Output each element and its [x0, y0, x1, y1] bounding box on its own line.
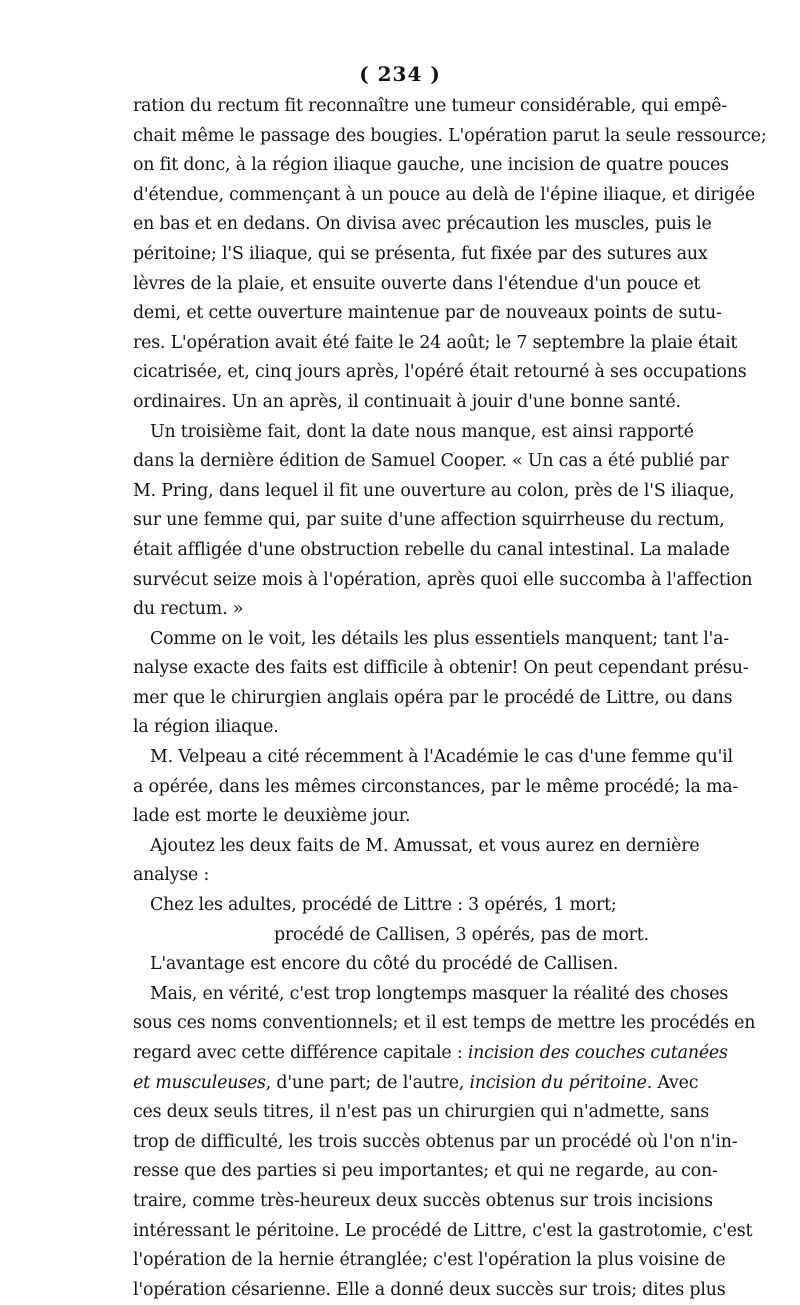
- text-line: resse que des parties si peu importantes; et qui ne regarde, au con-: [133, 1161, 718, 1182]
- text-line: L'avantage est encore du côté du procédé de Callisen.: [150, 954, 619, 975]
- text-line: Un troisième fait, dont la date nous manque, est ainsi rapporté: [150, 421, 694, 442]
- text-line: ration du rectum fit reconnaître une tumeur considérable, qui empê-: [133, 96, 728, 116]
- text-line: on fit donc, à la région iliaque gauche, une incision de quatre pouces: [133, 155, 729, 176]
- page-number: ( 234 ): [359, 62, 441, 86]
- text-line: traire, comme très-heureux deux succès obtenus sur trois incisions: [133, 1190, 713, 1211]
- text-line: était affligée d'une obstruction rebelle du canal intestinal. La malade: [133, 539, 730, 560]
- text-line: procédé de Callisen, 3 opérés, pas de mort.: [274, 924, 649, 945]
- text-line: survécut seize mois à l'opération, après quoi elle succomba à l'affection: [133, 569, 753, 590]
- text-line: sur une femme qui, par suite d'une affection squirrheuse du rectum,: [133, 510, 725, 531]
- text-line: res. L'opération avait été faite le 24 août; le 7 septembre la plaie était: [133, 332, 738, 353]
- text-line: sous ces noms conventionnels; et il est temps de mettre les procédés en: [133, 1013, 756, 1034]
- text-line: regard avec cette différence capitale : incision des couches cutanées: [133, 1043, 728, 1063]
- text-line: la région iliaque.: [133, 717, 279, 738]
- text-line: cicatrisée, et, cinq jours après, l'opéré était retourné à ses occupations: [133, 362, 747, 383]
- text-line: dans la dernière édition de Samuel Cooper. « Un cas a été publié par: [133, 451, 729, 472]
- text-line: M. Velpeau a cité récemment à l'Académie le cas d'une femme qu'il: [150, 747, 733, 768]
- text-line: du rectum. »: [133, 599, 244, 620]
- text-line: mer que le chirurgien anglais opéra par le procédé de Littre, ou dans: [133, 687, 733, 708]
- body-text: [133, 92, 767, 1305]
- text-line: demi, et cette ouverture maintenue par de nouveaux points de sutu-: [133, 303, 722, 324]
- text-line: intéressant le péritoine. Le procédé de Littre, c'est la gastrotomie, c'est: [133, 1220, 753, 1241]
- text-line: nalyse exacte des faits est difficile à obtenir! On peut cependant présu-: [133, 658, 749, 679]
- text-line: trop de difficulté, les trois succès obtenus par un procédé où l'on n'in-: [133, 1131, 738, 1152]
- text-line: d'étendue, commençant à un pouce au delà de l'épine iliaque, et dirigée: [133, 184, 755, 205]
- text-line: lade est morte le deuxième jour.: [133, 806, 411, 827]
- text-line: M. Pring, dans lequel il fit une ouverture au colon, près de l'S iliaque,: [133, 480, 735, 501]
- text-line: l'opération césarienne. Elle a donné deux succès sur trois; dites plus: [133, 1279, 726, 1300]
- text-line: analyse :: [133, 865, 210, 886]
- text-line: Chez les adultes, procédé de Littre : 3 opérés, 1 mort;: [150, 895, 617, 916]
- text-line: a opérée, dans les mêmes circonstances, par le même procédé; la ma-: [133, 776, 739, 797]
- text-line: l'opération de la hernie étranglée; c'est l'opération la plus voisine de: [133, 1250, 726, 1271]
- text-line: ces deux seuls titres, il n'est pas un chirurgien qui n'admette, sans: [133, 1102, 709, 1123]
- text-line: en bas et en dedans. On divisa avec précaution les muscles, puis le: [133, 214, 712, 235]
- text-line: Ajoutez les deux faits de M. Amussat, et vous aurez en dernière: [150, 835, 700, 856]
- text-line: ordinaires. Un an après, il continuait à jouir d'une bonne santé.: [133, 391, 681, 412]
- text-line: lèvres de la plaie, et ensuite ouverte dans l'étendue d'un pouce et: [133, 273, 701, 294]
- text-line: péritoine; l'S iliaque, qui se présenta, fut fixée par des sutures aux: [133, 243, 708, 264]
- text-line: chait même le passage des bougies. L'opération parut la seule ressource;: [133, 125, 767, 146]
- text-line: Mais, en vérité, c'est trop longtemps masquer la réalité des choses: [150, 983, 729, 1004]
- text-line: Comme on le voit, les détails les plus essentiels manquent; tant l'a-: [150, 628, 729, 649]
- text-line: et musculeuses, d'une part; de l'autre, incision du péritoine. Avec: [133, 1072, 699, 1093]
